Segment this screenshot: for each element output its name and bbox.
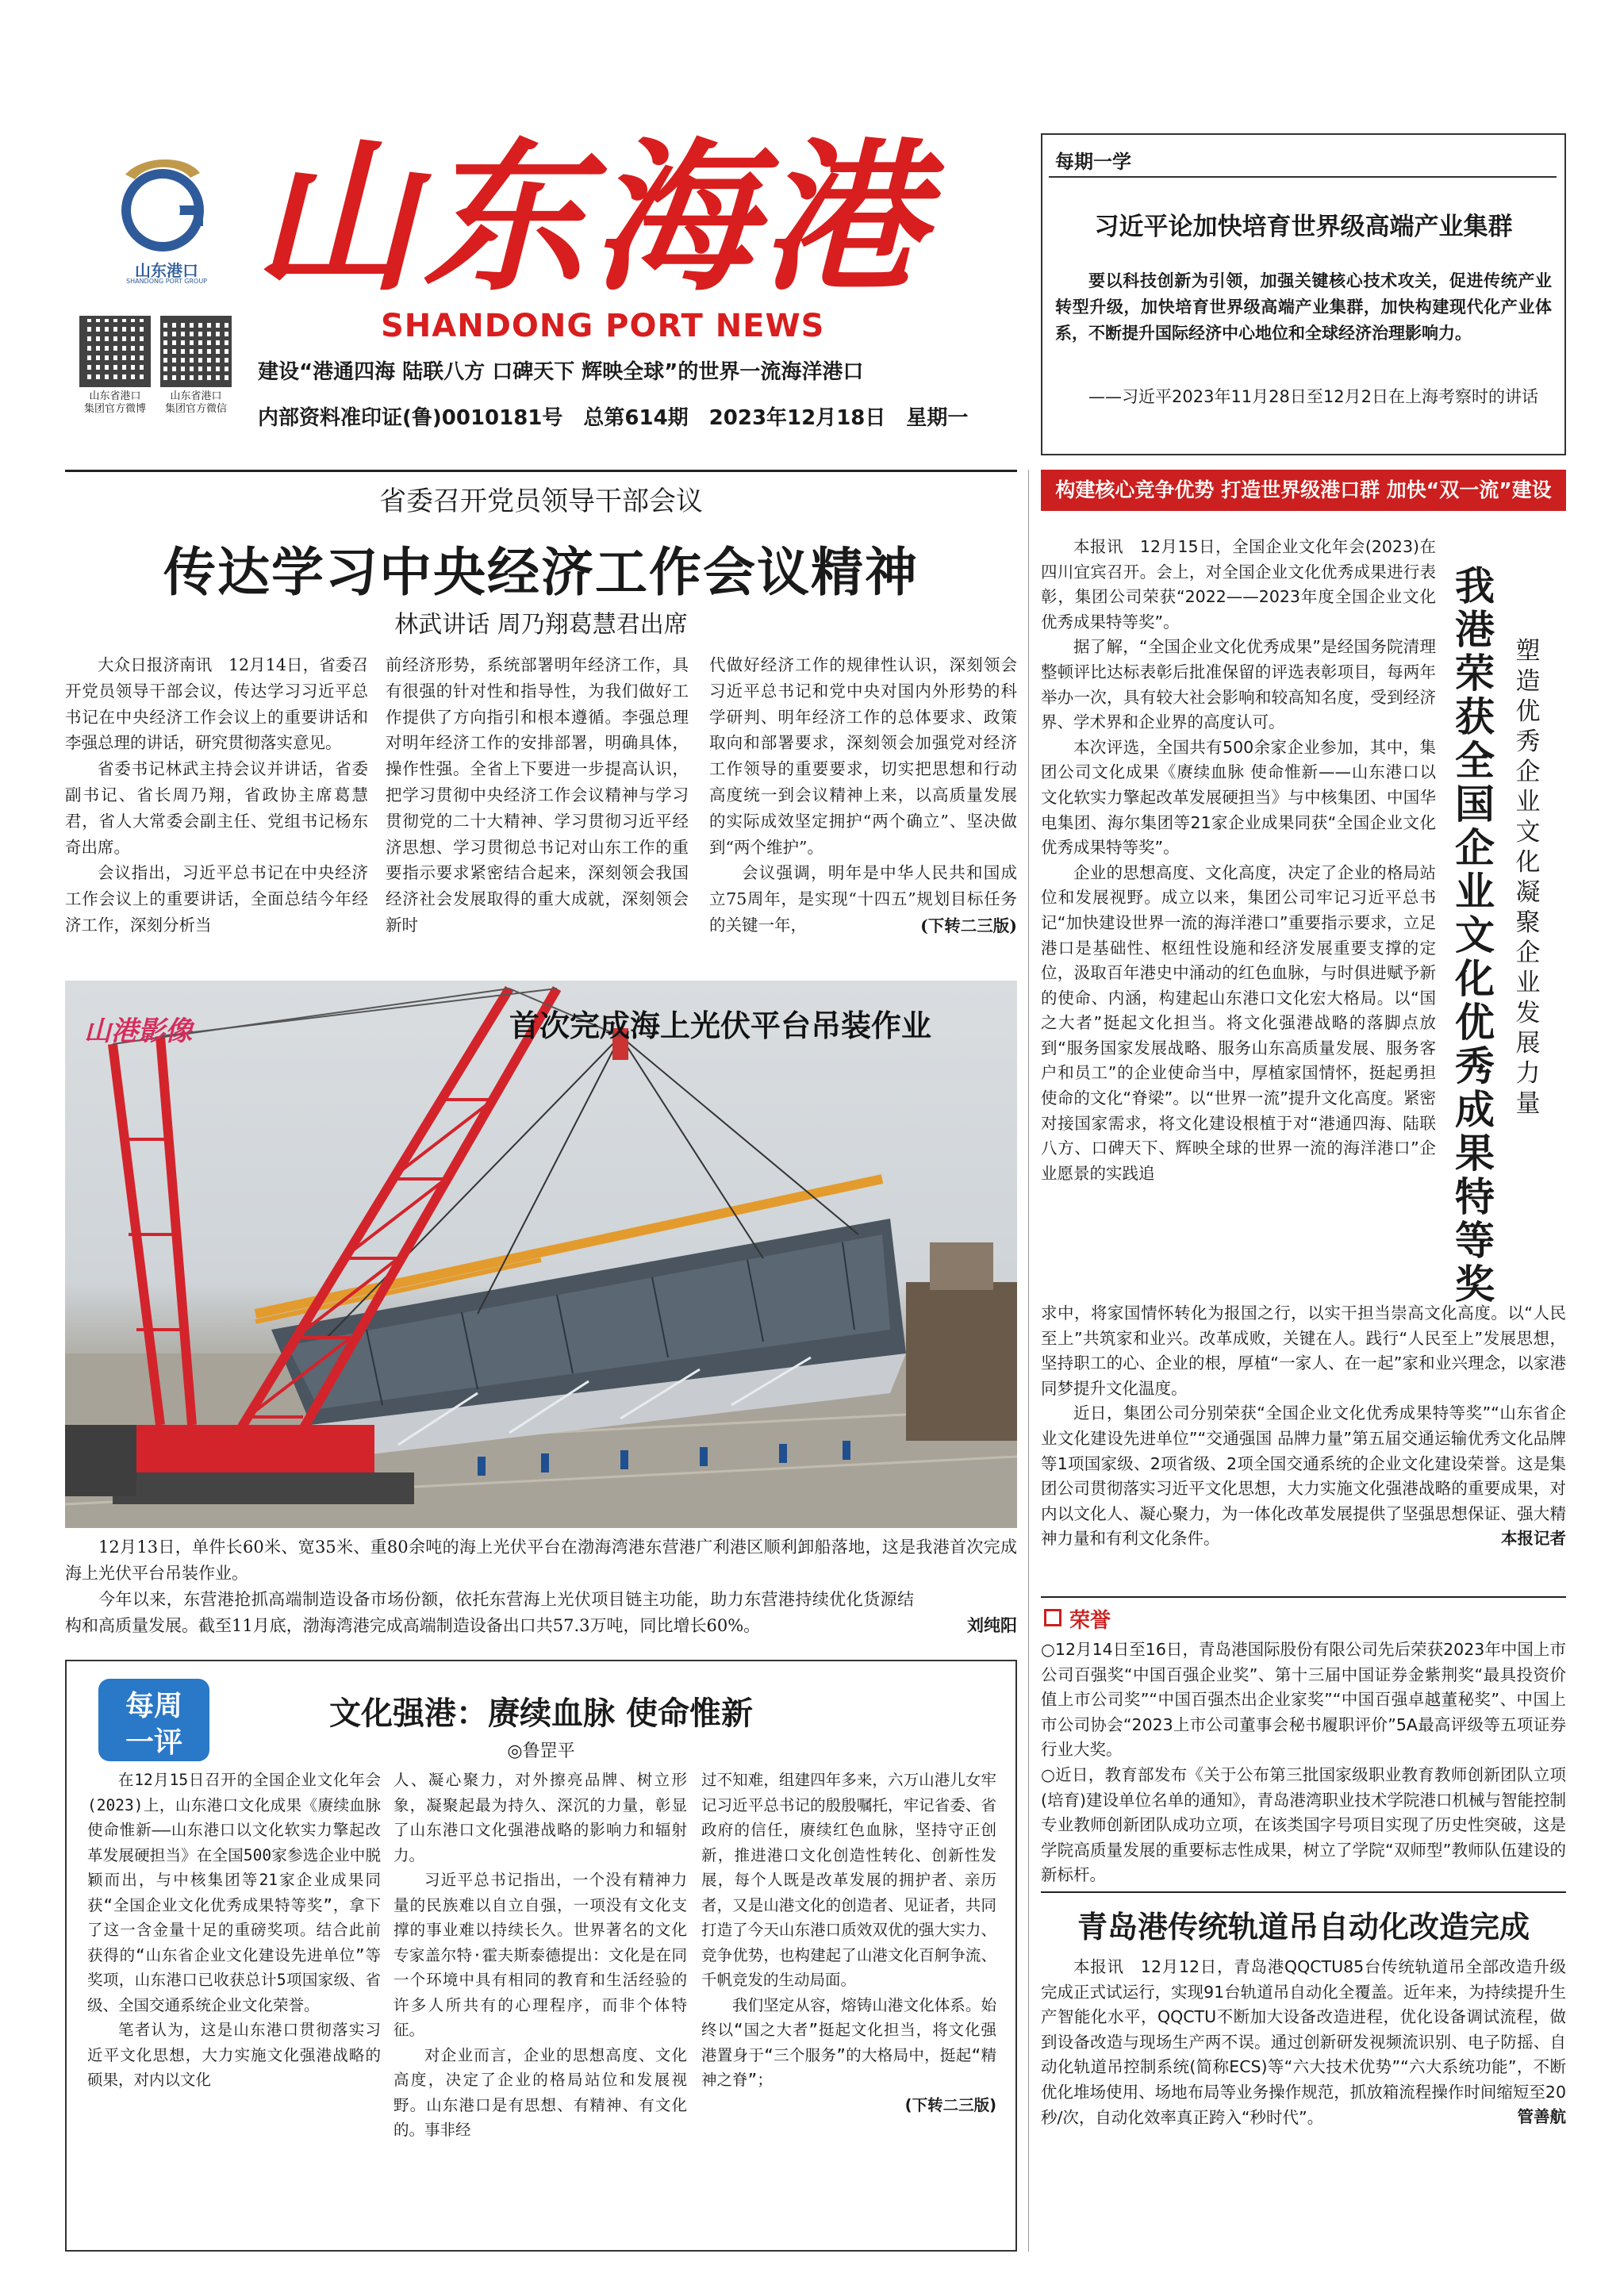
commentary-paragraph: 笔者认为，这是山东港口贯彻落实习近平文化思想，大力实施文化强港战略的硕果，对内以文化: [87, 2021, 381, 2089]
crane-and-platform-illustration: [65, 981, 1017, 1528]
rail-paragraph: 本报讯 12月12日，青岛港QQCTU85台传统轨道吊全部改造升级完成正式试运行，实现91台轨道吊自动化全覆盖。近年来，为持续提升生产智能化水平，QQCTU不断加大设备改造进程，优化设备调试流程，做到设备改造与现场生产两不误。通过创新研发视频流识别、电子防摇、自动化轨道吊控制系统(简称ECS)等“六大技术优势”“六大系统功能”，不断优化堆场使用、场地布局等业务操作规范，抓放箱流程操作时间缩短至20秒/次，自动化效率真正跨入“秒时代”。: [1041, 1957, 1566, 2127]
commentary-box: [65, 1660, 1017, 2252]
honor-square-icon: [1044, 1609, 1061, 1626]
honor-top-rule: [1041, 1596, 1566, 1598]
logo-caption: 山东港口: [135, 261, 198, 280]
award-paragraph: 企业的思想高度、文化高度，决定了企业的格局站位和发展视野。成立以来，集团公司牢记习近平总书记“加快建设世界一流的海洋港口”重要指示要求，立足港口是基础性、枢纽性设施和经济发展重要支撑的定位，汲取百年港史中涌动的红色血脉，与时俱进赋予新的使命、内涵，构建起山东港口文化宏大格局。以“国之大者”挺起文化担当。将文化强港战略的落脚点放到“服务国家发展战略、服务山东高质量发展、服务客户和员工”的企业使命当中，厚植家国情怀，挺起勇担使命的文化“脊梁”。以“世界一流”提升文化高度。紧密对接国家需求，将文化建设根植于对“港通四海、陆联八方、口碑天下、辉映全球的世界一流的海洋港口”企业愿景的实践追: [1041, 862, 1436, 1183]
award-paragraph: 本报讯 12月15日，全国企业文化年会(2023)在四川宜宾召开。会上，对全国企业文化优秀成果进行表彰，集团公司荣获“2022——2023年度全国企业文化优秀成果特等奖”。: [1041, 537, 1436, 632]
honor-item: ○近日，教育部发布《关于公布第三批国家级职业教育教师创新团队立项(培育)建设单位名单的通知》，青岛港湾职业技术学院港口机械与智能控制专业教师创新团队成功立项，在该类国字号项目实现了历史性突破，这是学院高质量发展的重要标志性成果，树立了学院“双师型”教师队伍建设的新标杆。: [1041, 1764, 1566, 1885]
rail-credit: 管善航: [1517, 2107, 1566, 2127]
theme-banner: 构建核心竞争优势 打造世界级港口群 加快“双一流”建设: [1041, 470, 1566, 511]
badge-top-text: 每周: [125, 1690, 182, 1722]
issue-info: 内部资料准印证(鲁)0010181号 总第614期 2023年12月18日 星期一: [258, 406, 969, 430]
lead-photo: [65, 981, 1017, 1528]
honor-header: [1041, 1604, 1566, 1633]
award-headline: 我港荣获全国企业文化优秀成果特等奖: [1455, 563, 1495, 1307]
column-separator: [1028, 470, 1029, 2252]
commentary-paragraph: 在12月15日召开的全国企业文化年会(2023)上，山东港口文化成果《赓续血脉 使命惟新——山东港口以文化软实力擎起改革发展硬担当》在全国500家参选企业中脱颖而出，与中核集团等21家企业成果同获“全国企业文化优秀成果特等奖”，拿下了这一含金量十足的重磅奖项。结合此前获得的“山东省企业文化建设先进单位”等奖项，山东港口已收获总计5项国家级、省级、全国交通系统企业文化荣誉。: [87, 1771, 381, 2014]
lead-kicker: 省委召开党员领导干部会议: [379, 486, 703, 517]
award-paragraph: 据了解，“全国企业文化优秀成果”是经国务院清理整顿评比达标表彰后批准保留的评选表彰项目，每两年举办一次，具有较大社会影响和较高知名度，受到经济界、学术界和企业界的高度认可。: [1041, 637, 1436, 732]
lead-column-2: 前经济形势，系统部署明年经济工作，具有很强的针对性和指导性，为我们做好工作提供了方向指引和根本遵循。李强总理对明年经济工作的安排部署，明确具体，操作性强。全省上下要进一步提高认识，把学习贯彻中央经济工作会议精神与学习贯彻党的二十大精神、学习贯彻习近平经济思想、学习贯彻总书记对山东工作的重要指示要求紧密结合起来，深刻领会我国经济社会发展取得的重大成就，深刻领会新时: [386, 655, 689, 935]
qr1-caption: 山东省港口 集团官方微博: [83, 390, 146, 415]
award-upper-column: [1041, 535, 1436, 1186]
weekly-study-label: 每期一学: [1055, 151, 1131, 173]
shandong-port-logo-icon: [111, 151, 214, 254]
award-paragraph: 求中，将家国情怀转化为报国之行，以实干担当崇高文化高度。以“人民至上”共筑家和业兴。改革成败，关键在人。践行“人民至上”发展思想，坚持职工的心、企业的根，厚植“一家人、在一起”家和业兴理念，以家港同梦提升文化温度。: [1041, 1303, 1566, 1398]
commentary-paragraph: 习近平总书记指出，一个没有精神力量的民族难以自立自强，一项没有文化支撑的事业难以持续长久。世界著名的文化专家盖尔特·霍夫斯泰德提出：文化是在同一个环境中具有相同的教育和生活经验的许多人所共有的心理程序，而非个体特征。: [393, 1871, 687, 2039]
masthead: [63, 123, 1031, 460]
qr2-caption: 山东省港口 集团官方微信: [164, 390, 227, 415]
badge-bottom-text: 一评: [125, 1726, 182, 1759]
rail-top-rule: [1041, 1891, 1566, 1893]
photo-headline: 首次完成海上光伏平台吊装作业: [509, 1008, 932, 1043]
newspaper-title-en: SHANDONG PORT NEWS: [381, 308, 825, 344]
commentary-column-3: [701, 1768, 996, 2117]
weekly-study-box: [1041, 133, 1566, 455]
logo-caption-en: SHANDONG PORT GROUP: [126, 278, 207, 285]
honor-item: ○12月14日至16日，青岛港国际股份有限公司先后荣获2023年中国上市公司百强奖“中国百强企业奖”、第十三届中国证券金紫荆奖“最具投资价值上市公司奖”“中国百强杰出企业家奖”“中国百强卓越董秘奖”、中国上市公司协会“2023上市公司董事会秘书履职评价”5A最高评级等五项证券行业大奖。: [1041, 1640, 1566, 1760]
commentary-column-2: [393, 1768, 687, 2143]
photo-series-badge: 山港影像: [84, 1016, 192, 1047]
commentary-paragraph: 我们坚定从容，熔铸山港文化体系。始终以“国之大者”挺起文化担当，将文化强港置身于“三个服务”的大格局中，挺起“精神之脊”；: [701, 1995, 996, 2089]
award-paragraph: 近日，集团公司分别荣获“全国企业文化优秀成果特等奖”“山东省企业文化建设先进单位”“交通强国 品牌力量”第五届交通运输优秀文化品牌等1项国家级、2项省级、2项全国交通系统的企业文化建设荣誉。这是集团公司贯彻落实习近平文化思想，大力实施文化强港战略的重要成果，对内以文化人、凝心聚力，为一体化改革发展提供了坚强思想保证、强大精神力量和有利文化条件。: [1041, 1403, 1566, 1549]
weekly-study-label-rule: [1049, 176, 1557, 178]
honor-label: 荣誉: [1069, 1609, 1111, 1633]
weekly-study-title: 习近平论加快培育世界级高端产业集群: [1094, 213, 1513, 241]
lead-jump-line: (下转二三版): [920, 916, 1017, 935]
lead-paragraph: 会议指出，习近平总书记在中央经济工作会议上的重要讲话，全面总结今年经济工作，深刻分析当: [65, 863, 368, 935]
commentary-paragraph: 人、凝心聚力，对外擦亮品牌、树立形象，凝聚起最为持久、深沉的力量，彰显了山东港口文化强港战略的影响力和辐射力。: [393, 1771, 687, 1864]
commentary-title: 文化强港：赓续血脉 使命惟新: [329, 1695, 753, 1732]
commentary-jump-line: (下转二三版): [904, 2095, 996, 2114]
award-credit: 本报记者: [1501, 1528, 1566, 1548]
lead-subhead: 林武讲话 周乃翔葛慧君出席: [394, 611, 688, 639]
photo-caption-2: 今年以来，东营港抢抓高端制造设备市场份额，依托东营海上光伏项目链主功能，助力东营港持续优化货源结构和高质量发展。截至11月底，渤海湾港完成高端制造设备出口共57.3万吨，同比增长60%。: [65, 1590, 914, 1635]
award-lower-column: [1041, 1301, 1566, 1552]
rail-body: [1041, 1955, 1566, 2130]
commentary-column-1: [87, 1768, 381, 2093]
lead-paragraph: 大众日报济南讯 12月14日，省委召开党员领导干部会议，传达学习习近平总书记在中央经济工作会议上的重要讲话和李强总理的讲话，研究贯彻落实意见。: [65, 655, 368, 753]
lead-column-1: [65, 652, 368, 939]
commentary-author: ◎鲁罡平: [507, 1741, 575, 1761]
weekly-study-quote: 要以科技创新为引领，加强关键核心技术攻关，促进传统产业转型升级，加快培育世界级高端产业集群，加快构建现代化产业体系，不断提升国际经济中心地位和全球经济治理影响力。: [1055, 271, 1552, 343]
slogan: 建设“港通四海 陆联八方 口碑天下 辉映全球”的世界一流海洋港口: [258, 360, 864, 384]
award-paragraph: 本次评选，全国共有500余家企业参加，其中，集团公司文化成果《赓续血脉 使命惟新——山东港口以文化软实力擎起改革发展硬担当》与中核集团、中国华电集团、海尔集团等21家企业成果同获“全国企业文化优秀成果特等奖”。: [1041, 737, 1436, 858]
commentary-paragraph: 对企业而言，企业的思想高度、文化高度，决定了企业的格局站位和发展视野。山东港口是有思想、有精神、有文化的。事非经: [393, 2045, 687, 2139]
lead-paragraph: 会议强调，明年是中华人民共和国成立75周年，是实现“十四五”规划目标任务的关键一年，: [709, 863, 1017, 935]
photo-caption: [65, 1534, 1017, 1639]
rail-headline: 青岛港传统轨道吊自动化改造完成: [1077, 1909, 1530, 1945]
lead-paragraph: 代做好经济工作的规律性认识，深刻领会习近平总书记和党中央对国内外形势的科学研判、明年经济工作的总体要求、政策取向和部署要求，深刻领会加强党对经济工作领导的重要要求，切实把思想和行动高度统一到会议精神上来，以高质量发展的实际成效坚定拥护“两个确立”、坚决做到“两个维护”。: [709, 655, 1017, 857]
wechat-qr-code[interactable]: [160, 316, 232, 387]
newspaper-title: 山东海港: [254, 123, 930, 313]
weibo-qr-code[interactable]: [79, 316, 151, 387]
honor-list: [1041, 1638, 1566, 1888]
weekly-study-source: ——习近平2023年11月28日至12月2日在上海考察时的讲话: [1088, 387, 1538, 406]
photo-caption-1: 12月13日，单件长60米、宽35米、重80余吨的海上光伏平台在渤海湾港东营港广利港区顺利卸船落地，这是我港首次完成海上光伏平台吊装作业。: [65, 1538, 1017, 1583]
award-subhead: 塑造优秀企业文化 凝聚企业发展力量: [1515, 637, 1541, 1118]
photo-credit: 刘纯阳: [967, 1616, 1017, 1635]
commentary-paragraph: 过不知难，组建四年多来，六万山港儿女牢记习近平总书记的殷殷嘱托，牢记省委、省政府的信任，赓续红色血脉，坚持守正创新，推进港口文化创造性转化、创新性发展，每个人既是改革发展的拥护者、亲历者，又是山港文化的创造者、见证者，共同打造了今天山东港口质效双优的强大实力、竞争优势，也构建起了山港文化百舸争流、千帆竞发的生动局面。: [701, 1771, 996, 1989]
lead-column-3: [709, 652, 1017, 939]
lead-paragraph: 省委书记林武主持会议并讲话，省委副书记、省长周乃翔，省政协主席葛慧君，省人大常委会副主任、党组书记杨东奇出席。: [65, 759, 368, 857]
lead-top-rule: [65, 470, 1017, 472]
lead-headline: 传达学习中央经济工作会议精神: [163, 542, 919, 603]
